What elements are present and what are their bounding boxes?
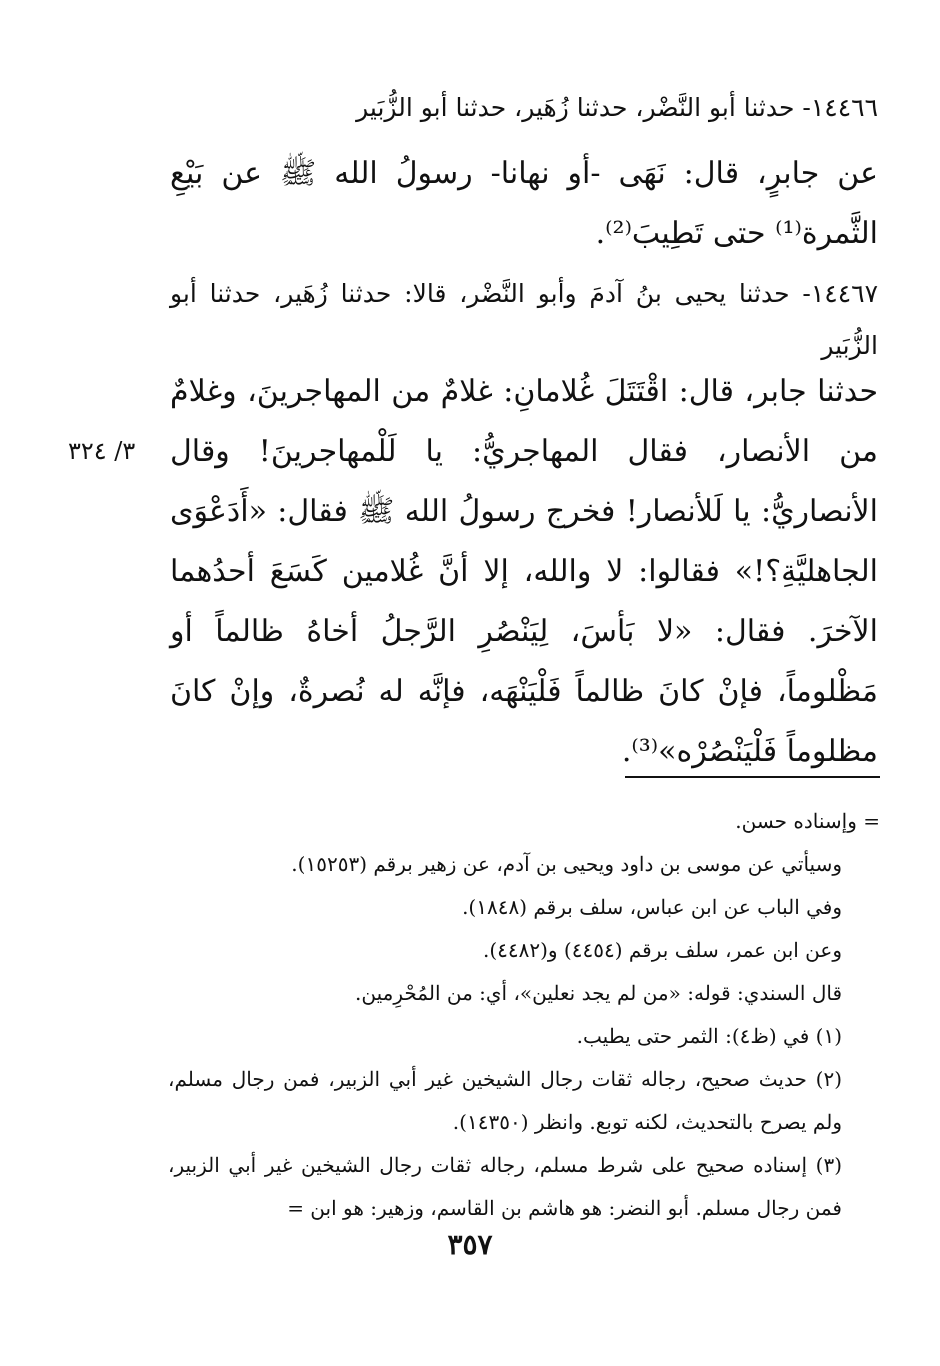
footnote-line: وعن ابن عمر، سلف برقم (٤٤٥٤) و(٤٤٨٢).: [482, 938, 842, 962]
footnote-line: قال السندي: قوله: «من لم يجد نعلين»، أي: من المُحْرِمين.: [355, 981, 842, 1005]
page-number: ٣٥٧: [447, 1228, 493, 1261]
hadith-14467-text: حدثنا جابر، قال: اقْتَتَلَ غُلامانِ: غلامٌ من المهاجرينَ، وغلامٌ من الأنصار، فقال المهاجريُّ: يا لَلْمهاجرينَ! وقال الأنصاريُّ: يا لَلأنصار! فخرج رسولُ الله ﷺ فقال: «أَدَعْوَى الجاهليَّةِ؟!» فقالوا: لا والله، إلا أنَّ غُلامين كَسَعَ أحدُهما الآخرَ. فقال: «لا بَأسَ، لِيَنْصُرِ الرَّجلُ أخاهُ ظالماً أو مَظْلوماً، فإنْ كانَ ظالماً فَلْيَنْهَه، فإنَّه له نُصرةٌ، وإنْ كانَ مظلوماً فَلْيَنْصُرْه»⁽³⁾.: [170, 374, 878, 769]
hadith-14467-chain: ١٤٤٦٧- حدثنا يحيى بنُ آدمَ وأبو النَّضْر، قالا: حدثنا زُهَير، حدثنا أبو الزُّبَير: [170, 279, 878, 360]
footnotes: [168, 800, 880, 1230]
volume-page-reference: ٣/ ٣٢٤: [68, 437, 136, 465]
footnote-2: (٢) حديث صحيح، رجاله ثقات رجال الشيخين غير أبي الزبير، فمن رجال مسلم، ولم يصرح بالتحديث، لكنه توبع. وانظر (١٤٣٥٠).: [168, 1067, 842, 1134]
footnote-3: (٣) إسناده صحيح على شرط مسلم، رجاله ثقات رجال الشيخين غير أبي الزبير، فمن رجال مسلم. أبو النضر: هو هاشم بن القاسم، وزهير: هو ابن =: [168, 1153, 842, 1220]
footnote-line: وفي الباب عن ابن عباس، سلف برقم (١٨٤٨).: [462, 895, 842, 919]
hadith-14466-text: عن جابرٍ، قال: نَهَى -أو نهانا- رسولُ الله ﷺ عن بَيْعِ الثَّمرة⁽¹⁾ حتى تَطِيبَ⁽²⁾.: [170, 156, 878, 251]
footnote-divider: [625, 776, 880, 778]
footnote-1: (١) في (ظ٤): الثمر حتى يطيب.: [576, 1024, 842, 1048]
footnote-line: وسيأتي عن موسى بن داود ويحيى بن آدم، عن زهير برقم (١٥٢٥٣).: [291, 852, 842, 876]
hadith-14466-chain: ١٤٤٦٦- حدثنا أبو النَّضْر، حدثنا زُهَير، حدثنا أبو الزُّبَير: [356, 93, 878, 122]
footnote-continuation: = وإسناده حسن.: [735, 809, 880, 833]
